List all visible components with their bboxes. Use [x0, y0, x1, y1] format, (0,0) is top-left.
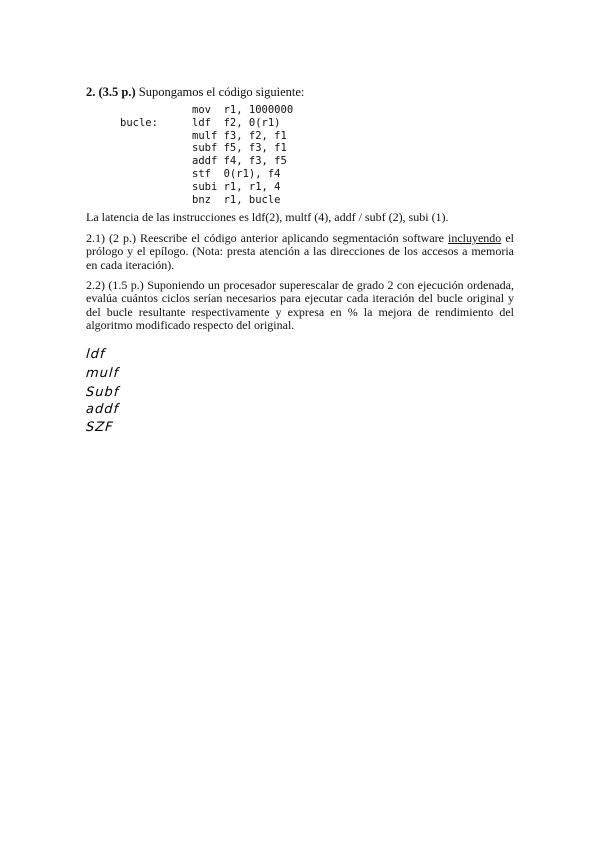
code-line [120, 155, 293, 168]
code-instruction: subf f5, f3, f1 [192, 142, 287, 155]
code-line [120, 194, 293, 207]
code-line [120, 142, 293, 155]
code-instruction: bnz r1, bucle [192, 193, 281, 206]
handwritten-note: SZF [85, 420, 115, 435]
code-line [120, 168, 293, 181]
handwritten-note: addf [85, 402, 120, 417]
code-instruction: subi r1, r1, 4 [192, 180, 281, 193]
handwritten-note: mulf [85, 366, 120, 381]
code-instruction: mov r1, 1000000 [192, 104, 294, 116]
part-2-1-text-rest: el prólogo y el epílogo. (Nota: presta atención a las direcciones de los accesos a memoria en cada iteración). [86, 231, 514, 272]
code-line [120, 104, 293, 117]
code-label: bucle: [120, 116, 158, 129]
code-instruction: addf f4, f3, f5 [192, 155, 287, 168]
handwritten-note: ldf [85, 347, 106, 362]
question-heading [86, 85, 304, 100]
code-line [120, 181, 293, 194]
part-2-1-paragraph [86, 232, 514, 272]
code-instruction: ldf f2, 0(r1) [192, 116, 281, 129]
latency-paragraph: La latencia de las instrucciones es ldf(2), multf (4), addf / subf (2), subi (1). [86, 210, 449, 224]
code-instruction: stf 0(r1), f4 [192, 167, 281, 180]
code-instruction: mulf f3, f2, f1 [192, 129, 287, 142]
handwritten-note: Subf [85, 385, 120, 400]
code-line [120, 130, 293, 143]
question-number: 2. (3.5 p.) [86, 85, 136, 99]
underlined-word: incluyendo [447, 231, 502, 245]
question-intro: Supongamos el código siguiente: [135, 85, 305, 99]
part-2-2-paragraph: 2.2) (1.5 p.) Suponiendo un procesador superescalar de grado 2 con ejecución ordenada, evalúa cuántos ciclos serían necesarios para ejecutar cada iteración del bucle original y del bucle resultante respectivamente y expresa en % la mejora de rendimiento del algoritmo modificado respecto del original. [86, 278, 514, 333]
code-line [120, 117, 293, 130]
part-2-1-text: 2.1) (2 p.) Reescribe el código anterior aplicando segmentación software [86, 231, 448, 245]
code-block [120, 104, 293, 206]
